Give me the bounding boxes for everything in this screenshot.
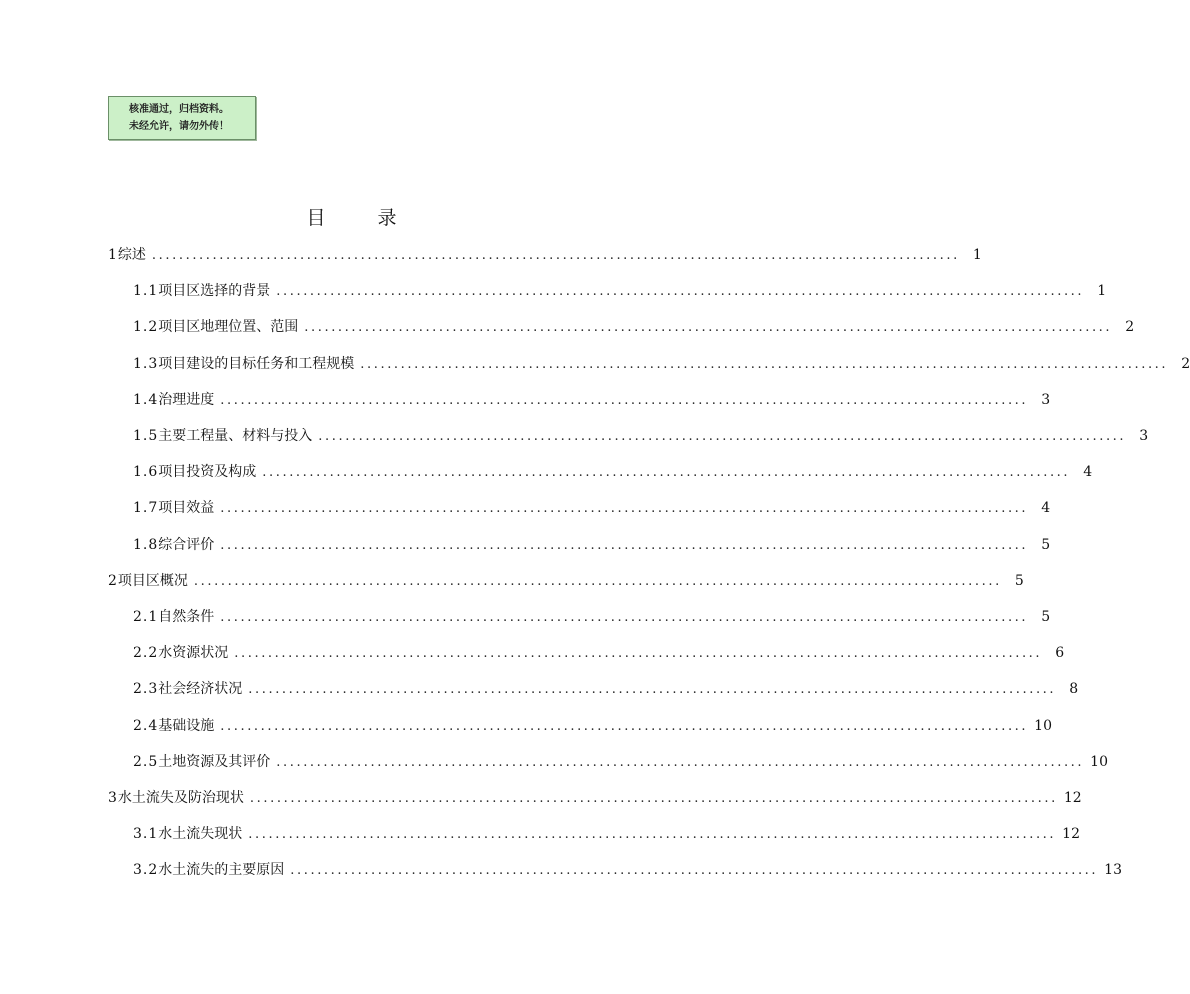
toc-entry[interactable] <box>133 353 1190 375</box>
toc-entry-number: 2 <box>108 573 118 589</box>
toc-dot-leader: ........................................................................................................................ <box>304 320 1113 335</box>
toc-entry-number: 3.1 <box>133 826 159 842</box>
toc-title-char-1: 目 <box>306 207 326 229</box>
toc-entry-page: 4 <box>1083 464 1093 480</box>
toc-entry[interactable] <box>133 316 1135 338</box>
toc-entry[interactable] <box>133 389 1051 411</box>
toc-dot-leader: ........................................................................................................................ <box>234 646 1043 661</box>
toc-dot-leader: ........................................................................................................................ <box>248 827 1057 842</box>
toc-entry-number: 1.8 <box>133 537 159 553</box>
toc-entry-number: 2.1 <box>133 609 159 625</box>
toc-entry-page: 3 <box>1041 392 1051 408</box>
toc-entry-page: 12 <box>1062 826 1080 842</box>
toc-entry[interactable] <box>133 859 1122 881</box>
toc-entry-page: 1 <box>1097 283 1107 299</box>
toc-entry[interactable] <box>133 425 1149 447</box>
toc-dot-leader: ........................................................................................................................ <box>249 791 1058 806</box>
toc-entry-page: 6 <box>1055 645 1065 661</box>
stamp-line-2: 未经允许，请勿外传！ <box>129 121 229 132</box>
toc-entry-label: 综合评价 <box>158 537 215 553</box>
toc-entry-number: 2.3 <box>133 681 159 697</box>
toc-entry-number: 3.2 <box>133 862 159 878</box>
toc-entry[interactable] <box>133 715 1052 737</box>
toc-dot-leader: ........................................................................................................................ <box>290 863 1099 878</box>
toc-dot-leader: ........................................................................................................................ <box>220 393 1029 408</box>
toc-entry[interactable] <box>133 751 1108 773</box>
toc-entry[interactable] <box>133 642 1065 664</box>
toc-dot-leader: ........................................................................................................................ <box>248 682 1057 697</box>
toc-entry-label: 水资源状况 <box>158 645 229 661</box>
toc-entry-label: 土地资源及其评价 <box>158 754 271 770</box>
toc-dot-leader: ........................................................................................................................ <box>220 719 1029 734</box>
toc-entry-page: 3 <box>1139 428 1149 444</box>
toc-entry-number: 1.3 <box>133 356 159 372</box>
toc-dot-leader: ........................................................................................................................ <box>151 248 960 263</box>
toc-entry[interactable] <box>133 497 1051 519</box>
toc-entry[interactable] <box>133 280 1107 302</box>
toc-entry-label: 自然条件 <box>158 609 215 625</box>
toc-entry-label: 项目区选择的背景 <box>158 283 271 299</box>
toc-entry[interactable] <box>133 823 1080 845</box>
toc-entry-number: 1.4 <box>133 392 159 408</box>
toc-entry-label: 水土流失及防治现状 <box>117 790 244 806</box>
toc-entry-label: 项目区地理位置、范围 <box>158 319 299 335</box>
toc-entry-page: 10 <box>1090 754 1108 770</box>
toc-entry-label: 社会经济状况 <box>158 681 243 697</box>
toc-entry-number: 1.1 <box>133 283 159 299</box>
toc-dot-leader: ........................................................................................................................ <box>276 755 1085 770</box>
toc-entry-number: 3 <box>108 790 118 806</box>
toc-entry-number: 2.5 <box>133 754 159 770</box>
toc-entry[interactable] <box>108 570 1024 592</box>
toc-entry-page: 2 <box>1181 356 1190 372</box>
toc-dot-leader: ........................................................................................................................ <box>220 501 1029 516</box>
toc-entry-label: 主要工程量、材料与投入 <box>158 428 313 444</box>
toc-entry[interactable] <box>108 244 982 266</box>
toc-dot-leader: ........................................................................................................................ <box>360 357 1169 372</box>
toc-entry-page: 5 <box>1041 537 1051 553</box>
toc-title-char-2: 录 <box>377 207 397 229</box>
toc-entry-label: 项目效益 <box>158 500 215 516</box>
toc-entry-number: 2.2 <box>133 645 159 661</box>
toc-entry-label: 水土流失的主要原因 <box>158 862 285 878</box>
toc-entry-number: 1.6 <box>133 464 159 480</box>
toc-entry-label: 水土流失现状 <box>158 826 243 842</box>
toc-entry-label: 综述 <box>117 247 146 263</box>
stamp-line-1: 核准通过，归档资料。 <box>129 104 229 115</box>
toc-dot-leader: ........................................................................................................................ <box>318 429 1127 444</box>
toc-entry-page: 4 <box>1041 500 1051 516</box>
toc-entry[interactable] <box>133 461 1093 483</box>
toc-dot-leader: ........................................................................................................................ <box>262 465 1071 480</box>
toc-entry-number: 1.7 <box>133 500 159 516</box>
toc-entry-page: 2 <box>1125 319 1135 335</box>
toc-entry-number: 2.4 <box>133 718 159 734</box>
toc-entry-label: 项目区概况 <box>117 573 188 589</box>
toc-dot-leader: ........................................................................................................................ <box>220 610 1029 625</box>
toc-entry-label: 项目建设的目标任务和工程规模 <box>158 356 355 372</box>
toc-entry-page: 12 <box>1063 790 1082 806</box>
toc-entry-page: 5 <box>1014 573 1024 589</box>
toc-entry[interactable] <box>108 787 1082 809</box>
toc-entry-page: 1 <box>972 247 982 263</box>
toc-dot-leader: ........................................................................................................................ <box>276 284 1085 299</box>
toc-entry-page: 5 <box>1041 609 1051 625</box>
toc-entry-page: 13 <box>1104 862 1122 878</box>
toc-entry-label: 治理进度 <box>158 392 215 408</box>
toc-dot-leader: ........................................................................................................................ <box>193 574 1002 589</box>
toc-entry-number: 1 <box>108 247 118 263</box>
toc-entry[interactable] <box>133 678 1079 700</box>
toc-entry[interactable] <box>133 534 1051 556</box>
toc-entry-page: 10 <box>1034 718 1052 734</box>
toc-entry-label: 项目投资及构成 <box>158 464 257 480</box>
toc-entry-label: 基础设施 <box>158 718 215 734</box>
toc-entry-page: 8 <box>1069 681 1079 697</box>
toc-entry-number: 1.5 <box>133 428 159 444</box>
toc-entry[interactable] <box>133 606 1051 628</box>
toc-entry-number: 1.2 <box>133 319 159 335</box>
toc-dot-leader: ........................................................................................................................ <box>220 538 1029 553</box>
